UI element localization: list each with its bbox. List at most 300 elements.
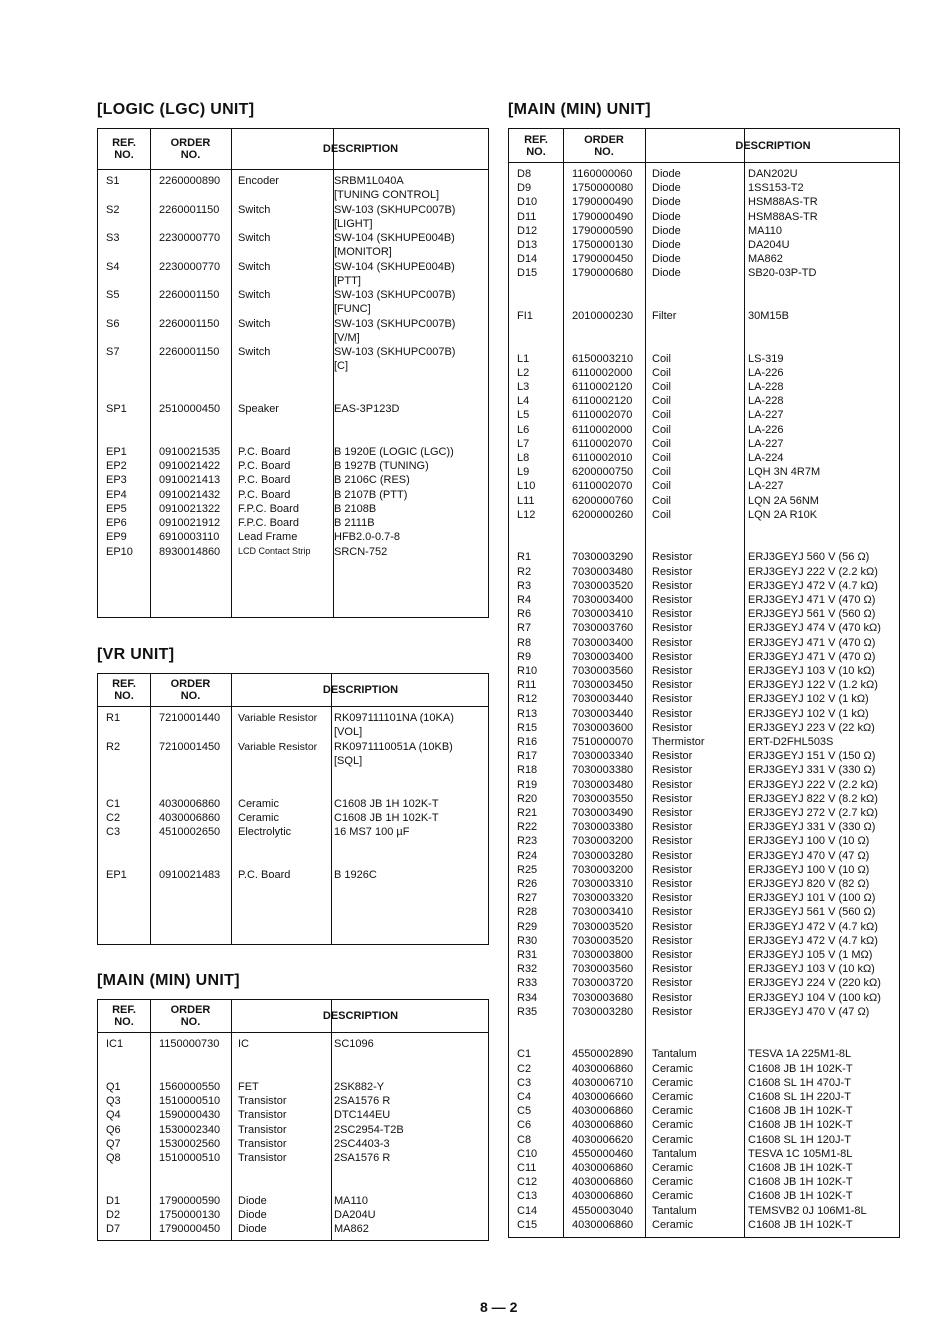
ref-no: R1	[517, 551, 532, 564]
part-name: Resistor	[652, 636, 693, 649]
table-row	[509, 651, 899, 665]
table-row	[98, 741, 488, 755]
table-row	[509, 324, 899, 338]
order-no: 6200000260	[572, 508, 634, 521]
part-name: Transistor	[238, 1152, 287, 1164]
table-row	[509, 906, 899, 920]
table-row	[509, 1119, 899, 1133]
part-spec: B 2108B	[334, 502, 377, 515]
order-no: 4550002890	[572, 1048, 634, 1061]
table-row	[509, 523, 899, 537]
table-row	[98, 303, 488, 317]
ref-no: D1	[106, 1194, 121, 1207]
part-name: Resistor	[652, 807, 693, 819]
table-row	[509, 253, 899, 267]
table-row	[98, 375, 488, 389]
ref-no: S3	[106, 232, 120, 244]
table-row	[98, 232, 488, 246]
part-spec: TESVA 1A 225M1-8L	[748, 1048, 852, 1061]
table-row	[509, 764, 899, 778]
part-name: Diode	[652, 224, 681, 237]
table-row	[509, 338, 899, 352]
order-no: 1560000550	[159, 1080, 221, 1093]
header-ref: REF. NO.	[524, 133, 548, 158]
part-spec: [C]	[334, 360, 349, 373]
header-divider	[98, 169, 488, 170]
table-row	[98, 503, 488, 517]
part-spec: ERJ3GEYJ 103 V (10 kΩ)	[748, 665, 875, 677]
ref-no: L4	[517, 395, 530, 408]
part-name: Coil	[652, 352, 671, 365]
part-spec: B 2106C (RES)	[334, 474, 410, 487]
order-no: 2260001150	[159, 317, 220, 330]
table-row	[509, 708, 899, 722]
order-no: 7030003600	[572, 721, 634, 734]
ref-no: C14	[517, 1204, 538, 1217]
table-row	[98, 318, 488, 332]
ref-no: R7	[517, 622, 532, 635]
table-row	[98, 1181, 488, 1195]
part-name: Resistor	[652, 963, 693, 976]
part-spec: TEMSVB2 0J 106M1-8L	[748, 1204, 867, 1217]
part-spec: ERT-D2FHL503S	[748, 736, 834, 748]
part-name: Resistor	[652, 991, 693, 1004]
part-name: Resistor	[652, 878, 693, 890]
table-row	[509, 566, 899, 580]
part-name: Switch	[238, 260, 271, 273]
part-name: Coil	[652, 409, 671, 422]
part-name: Diode	[238, 1209, 267, 1221]
table-row	[509, 1020, 899, 1034]
ref-no: R4	[517, 594, 532, 606]
part-name: P.C. Board	[238, 460, 291, 472]
order-no: 7030003480	[572, 778, 634, 791]
part-name: Coil	[652, 508, 671, 521]
part-name: Variable Resistor	[238, 712, 318, 724]
ref-no: EP3	[106, 474, 127, 487]
order-no: 1530002340	[159, 1123, 221, 1136]
ref-no: EP2	[106, 460, 127, 472]
part-name: Ceramic	[652, 1119, 693, 1132]
table-row	[509, 267, 899, 281]
ref-no: S1	[106, 175, 120, 187]
part-name: Resistor	[652, 920, 693, 933]
part-name: Transistor	[238, 1109, 287, 1122]
part-name: Diode	[652, 267, 681, 280]
order-no: 7030003200	[572, 863, 634, 876]
part-spec: ERJ3GEYJ 471 V (470 Ω)	[748, 650, 876, 663]
part-spec: C1608 JB 1H 102K-T	[748, 1190, 853, 1203]
order-no: 7030003520	[572, 920, 634, 933]
part-spec: DAN202U	[748, 168, 798, 180]
table-row	[509, 935, 899, 949]
part-spec: LA-227	[748, 437, 784, 450]
ref-no: R8	[517, 636, 532, 649]
part-spec: B 2107B (PTT)	[334, 488, 408, 501]
part-spec: ERJ3GEYJ 223 V (22 kΩ)	[748, 721, 875, 734]
part-spec: ERJ3GEYJ 471 V (470 Ω)	[748, 594, 876, 606]
ref-no: C3	[106, 826, 121, 838]
order-no: 1590000430	[159, 1109, 221, 1122]
ref-no: R15	[517, 721, 538, 734]
part-name: Resistor	[652, 949, 693, 961]
part-spec: ERJ3GEYJ 224 V (220 kΩ)	[748, 977, 881, 990]
part-spec: C1608 JB 1H 102K-T	[748, 1105, 853, 1118]
order-no: 7030003400	[572, 636, 634, 649]
part-spec: LA-227	[748, 480, 784, 493]
part-name: Ceramic	[652, 1190, 693, 1203]
order-no: 7030003290	[572, 551, 634, 564]
part-spec: ERJ3GEYJ 122 V (1.2 kΩ)	[748, 679, 878, 692]
table-row	[509, 310, 899, 324]
part-spec: DTC144EU	[334, 1109, 391, 1122]
part-name: Switch	[238, 289, 271, 301]
header-divider	[509, 162, 899, 163]
part-name: Diode	[652, 196, 681, 209]
part-name: Ceramic	[652, 1133, 693, 1146]
table-row	[509, 367, 899, 381]
order-no: 7030003720	[572, 977, 634, 990]
table-row	[509, 296, 899, 310]
table-row	[509, 963, 899, 977]
table-row	[98, 726, 488, 740]
order-no: 4550003040	[572, 1204, 634, 1217]
part-spec: C1608 JB 1H 102K-T	[748, 1119, 853, 1132]
part-name: Tantalum	[652, 1204, 697, 1217]
table-row	[98, 755, 488, 769]
part-name: Diode	[652, 168, 681, 180]
table-row	[98, 474, 488, 488]
part-spec: SW-104 (SKHUPE004B)	[334, 232, 455, 244]
order-no: 6110002010	[572, 452, 633, 464]
ref-no: C6	[517, 1119, 532, 1132]
part-name: Resistor	[652, 750, 693, 763]
table-row	[509, 992, 899, 1006]
order-no: 1790000680	[572, 267, 634, 280]
table-row	[98, 1052, 488, 1066]
part-spec: SC1096	[334, 1038, 374, 1050]
header-order: ORDER NO.	[584, 133, 624, 158]
table-row	[509, 1077, 899, 1091]
table-row	[509, 807, 899, 821]
order-no: 1790000590	[159, 1194, 221, 1207]
part-name: Resistor	[652, 835, 693, 848]
order-no: 4030006860	[159, 811, 221, 824]
order-no: 0910021413	[159, 474, 221, 487]
table-row	[98, 218, 488, 232]
table-row	[509, 211, 899, 225]
order-no: 7030003560	[572, 665, 634, 677]
part-name: Diode	[238, 1194, 267, 1207]
table-row	[98, 531, 488, 545]
vr-unit-table	[97, 673, 489, 945]
table-row	[98, 261, 488, 275]
part-spec: ERJ3GEYJ 222 V (2.2 kΩ)	[748, 565, 878, 578]
part-spec: ERJ3GEYJ 474 V (470 kΩ)	[748, 622, 881, 635]
table-row	[509, 921, 899, 935]
part-spec: [VOL]	[334, 726, 363, 739]
header-desc: DESCRIPTION	[322, 1010, 399, 1022]
part-spec: B 1927B (TUNING)	[334, 460, 429, 472]
part-name: Variable Resistor	[238, 740, 318, 753]
table-row	[98, 769, 488, 783]
part-spec: ERJ3GEYJ 100 V (10 Ω)	[748, 835, 870, 848]
order-no: 6110002000	[572, 366, 633, 379]
part-name: F.P.C. Board	[238, 502, 299, 515]
ref-no: D12	[517, 224, 538, 237]
ref-no: FI1	[517, 310, 533, 322]
order-no: 0910021912	[159, 517, 221, 529]
part-name: Resistor	[652, 565, 693, 578]
table-row	[509, 168, 899, 182]
ref-no: D10	[517, 196, 538, 209]
table-row	[509, 239, 899, 253]
table-row	[509, 622, 899, 636]
order-no: 0910021483	[159, 868, 221, 881]
part-spec: SRBM1L040A	[334, 175, 404, 187]
order-no: 7030003520	[572, 934, 634, 947]
table-row	[509, 750, 899, 764]
part-spec: ERJ3GEYJ 222 V (2.2 kΩ)	[748, 778, 878, 791]
order-no: 4030006710	[572, 1076, 634, 1089]
table-row	[509, 282, 899, 296]
part-spec: C1608 JB 1H 102K-T	[748, 1062, 853, 1075]
part-spec: [V/M]	[334, 331, 360, 344]
header-desc: DESCRIPTION	[322, 684, 399, 696]
order-no: 4030006860	[572, 1162, 634, 1174]
ref-no: R17	[517, 750, 538, 763]
order-no: 1510000510	[159, 1152, 221, 1164]
ref-no: L5	[517, 409, 530, 422]
part-spec: HSM88AS-TR	[748, 196, 818, 209]
ref-no: D13	[517, 239, 538, 251]
order-no: 4030006860	[572, 1119, 634, 1132]
part-spec: ERJ3GEYJ 560 V (56 Ω)	[748, 551, 870, 564]
part-spec: LQN 2A 56NM	[748, 494, 819, 507]
ref-no: L7	[517, 437, 530, 450]
part-spec: C1608 SL 1H 120J-T	[748, 1133, 851, 1146]
part-spec: [SQL]	[334, 754, 363, 767]
vr-unit-title: [VR UNIT]	[97, 646, 175, 663]
part-name: Coil	[652, 381, 671, 393]
ref-no: EP5	[106, 502, 127, 515]
table-row	[509, 594, 899, 608]
part-spec: MA110	[334, 1194, 369, 1207]
table-row	[98, 1109, 488, 1123]
part-name: IC	[238, 1038, 249, 1050]
part-spec: DA204U	[748, 239, 790, 251]
order-no: 4030006620	[572, 1133, 634, 1146]
ref-no: D14	[517, 253, 538, 266]
table-row	[509, 793, 899, 807]
ref-no: R12	[517, 693, 538, 706]
part-name: Speaker	[238, 403, 279, 415]
ref-no: L6	[517, 423, 530, 436]
order-no: 7030003380	[572, 821, 634, 834]
part-spec: LA-226	[748, 423, 784, 436]
part-name: Ceramic	[652, 1091, 693, 1103]
part-spec: MA110	[748, 224, 783, 237]
part-name: Transistor	[238, 1123, 287, 1136]
table-row	[509, 1162, 899, 1176]
part-name: Resistor	[652, 778, 693, 791]
part-spec: ERJ3GEYJ 472 V (4.7 kΩ)	[748, 920, 878, 933]
order-no: 7030003400	[572, 594, 634, 606]
table-row	[509, 1148, 899, 1162]
part-spec: LA-227	[748, 409, 784, 422]
table-row	[98, 1195, 488, 1209]
part-name: Ceramic	[652, 1176, 693, 1189]
part-spec: MA862	[748, 253, 783, 266]
part-spec: C1608 JB 1H 102K-T	[334, 797, 439, 810]
ref-no: SP1	[106, 403, 127, 415]
part-name: Encoder	[238, 175, 279, 187]
part-name: Resistor	[652, 863, 693, 876]
part-name: Resistor	[652, 764, 693, 777]
header-order: ORDER NO.	[170, 137, 211, 161]
ref-no: R16	[517, 736, 538, 748]
order-no: 2260001150	[159, 346, 220, 358]
order-no: 4030006660	[572, 1091, 634, 1103]
table-row	[509, 821, 899, 835]
part-name: Ceramic	[652, 1218, 693, 1231]
part-spec: ERJ3GEYJ 820 V (82 Ω)	[748, 878, 870, 890]
order-no: 6110002070	[572, 409, 633, 422]
table-row	[509, 665, 899, 679]
part-spec: [FUNC]	[334, 303, 371, 316]
table-row	[98, 1095, 488, 1109]
order-no: 6200000760	[572, 494, 634, 507]
ref-no: EP4	[106, 488, 127, 501]
ref-no: C11	[517, 1162, 537, 1174]
part-spec: ERJ3GEYJ 100 V (10 Ω)	[748, 863, 870, 876]
ref-no: R2	[517, 565, 532, 578]
part-spec: [MONITOR]	[334, 246, 392, 259]
ref-no: L3	[517, 381, 530, 393]
ref-no: EP10	[106, 545, 133, 558]
logic-unit-title: [LOGIC (LGC) UNIT]	[97, 101, 255, 118]
part-spec: LQH 3N 4R7M	[748, 466, 821, 479]
table-row	[98, 432, 488, 446]
part-name: Diode	[652, 210, 681, 223]
part-spec: 2SK882-Y	[334, 1080, 385, 1093]
table-row	[509, 466, 899, 480]
ref-no: R25	[517, 863, 538, 876]
header-ref: REF. NO.	[112, 678, 136, 702]
order-no: 1750000080	[572, 182, 634, 195]
table-row	[509, 495, 899, 509]
order-no: 4510002650	[159, 826, 221, 838]
ref-no: Q6	[106, 1123, 121, 1136]
part-name: F.P.C. Board	[238, 517, 299, 529]
logic-unit-table	[97, 128, 489, 618]
part-spec: ERJ3GEYJ 105 V (1 MΩ)	[748, 949, 873, 961]
ref-no: D11	[517, 210, 537, 223]
order-no: 8930014860	[159, 545, 221, 558]
table-row	[509, 1176, 899, 1190]
main-unit-table-right	[508, 128, 900, 1238]
part-spec: ERJ3GEYJ 104 V (100 kΩ)	[748, 991, 881, 1004]
table-row	[98, 346, 488, 360]
order-no: 7030003800	[572, 949, 634, 961]
part-spec: C1608 SL 1H 220J-T	[748, 1091, 851, 1103]
order-no: 4030006860	[572, 1176, 634, 1189]
table-row	[98, 1223, 488, 1237]
part-spec: C1608 JB 1H 102K-T	[334, 811, 439, 824]
ref-no: Q4	[106, 1109, 121, 1122]
ref-no: L2	[517, 366, 530, 379]
table-row	[509, 1205, 899, 1219]
order-no: 1510000510	[159, 1095, 221, 1107]
part-name: Transistor	[238, 1137, 287, 1150]
part-name: Coil	[652, 452, 671, 464]
part-name: Resistor	[652, 892, 693, 905]
table-row	[509, 353, 899, 367]
part-name: Resistor	[652, 906, 693, 919]
order-no: 2230000770	[159, 232, 221, 244]
part-spec: LA-226	[748, 366, 784, 379]
table-row	[98, 783, 488, 797]
part-spec: RK097111101NA (10KA)	[334, 712, 454, 724]
order-no: 2010000230	[572, 310, 634, 322]
table-row	[98, 1081, 488, 1095]
part-spec: TESVA 1C 105M1-8L	[748, 1147, 853, 1160]
table-row	[509, 1048, 899, 1062]
part-name: Lead Frame	[238, 531, 298, 544]
table-row	[509, 424, 899, 438]
ref-no: C2	[517, 1062, 532, 1075]
table-row	[509, 608, 899, 622]
main-unit-title-left: [MAIN (MIN) UNIT]	[97, 972, 240, 989]
table-row	[509, 395, 899, 409]
header-ref: REF. NO.	[112, 1004, 136, 1028]
order-no: 7210001450	[159, 740, 221, 753]
table-row	[509, 381, 899, 395]
ref-no: D7	[106, 1223, 121, 1236]
part-spec: RK0971110051A (10KB)	[334, 740, 453, 753]
ref-no: C10	[517, 1147, 538, 1160]
order-no: 7030003550	[572, 792, 634, 805]
table-row	[509, 693, 899, 707]
order-no: 0910021422	[159, 460, 221, 472]
ref-no: R34	[517, 991, 538, 1004]
part-name: Coil	[652, 494, 671, 507]
order-no: 2510000450	[159, 403, 221, 415]
table-row	[98, 189, 488, 203]
part-spec: ERJ3GEYJ 470 V (47 Ω)	[748, 1005, 870, 1018]
order-no: 7030003490	[572, 807, 634, 819]
table-row	[509, 878, 899, 892]
part-spec: B 1920E (LOGIC (LGC))	[334, 445, 454, 458]
table-row	[98, 1124, 488, 1138]
part-spec: ERJ3GEYJ 472 V (4.7 kΩ)	[748, 934, 878, 947]
order-no: 7030003440	[572, 693, 634, 706]
table-row	[98, 1038, 488, 1052]
part-spec: ERJ3GEYJ 102 V (1 kΩ)	[748, 693, 869, 706]
part-name: Resistor	[652, 551, 693, 564]
ref-no: R22	[517, 821, 538, 834]
part-name: Filter	[652, 310, 677, 322]
ref-no: R27	[517, 892, 538, 905]
table-row	[509, 892, 899, 906]
ref-no: R33	[517, 977, 538, 990]
ref-no: R18	[517, 764, 538, 777]
table-row	[509, 452, 899, 466]
ref-no: R32	[517, 963, 538, 976]
part-spec: ERJ3GEYJ 470 V (47 Ω)	[748, 849, 870, 862]
part-spec: 16 MS7 100 µF	[334, 826, 410, 838]
part-spec: LA-224	[748, 452, 784, 464]
